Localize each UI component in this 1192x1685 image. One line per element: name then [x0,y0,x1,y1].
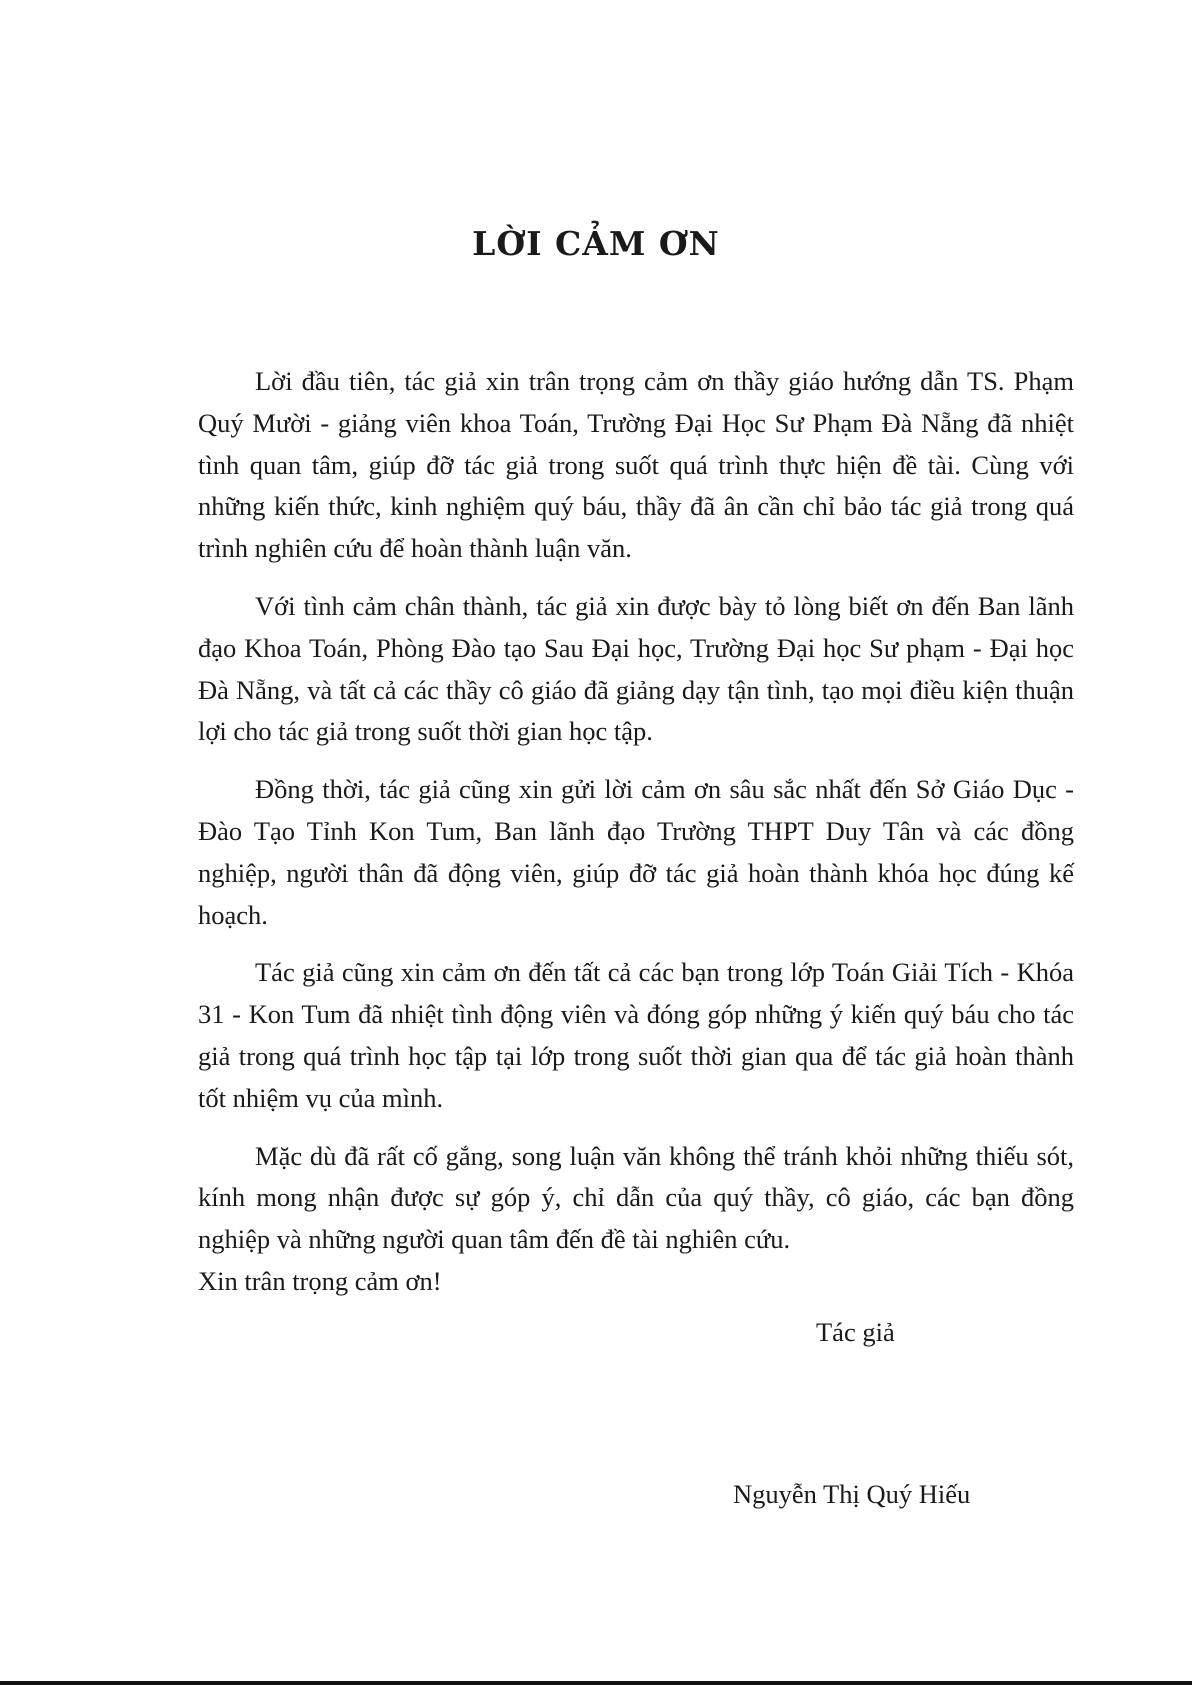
signer-title: Tác giả [816,1317,895,1347]
closing-line: Xin trân trọng cảm ơn! [198,1265,442,1296]
paragraph-3: Đồng thời, tác giả cũng xin gửi lời cảm ơn sâu sắc nhất đến Sở Giáo Dục - Đào Tạo Tỉnh Kon Tum, Ban lãnh đạo Trường THPT Duy Tân và các đồng nghiệp, người thân đã động viên, giúp đỡ tác giả hoàn thành khóa học đúng kế hoạch. [198,774,1074,930]
paragraph-1: Lời đầu tiên, tác giả xin trân trọng cảm ơn thầy giáo hướng dẫn TS. Phạm Quý Mười - giảng viên khoa Toán, Trường Đại Học Sư Phạm Đà Nẵng đã nhiệt tình quan tâm, giúp đỡ tác giả trong suốt quá trình thực hiện đề tài. Cùng với những kiến thức, kinh nghiệm quý báu, thầy đã ân cần chỉ bảo tác giả trong quá trình nghiên cứu để hoàn thành luận văn. [198,366,1074,564]
acknowledgement-body [198,361,1074,1303]
paragraph-5: Mặc dù đã rất cố gắng, song luận văn không thể tránh khỏi những thiếu sót, kính mong nhận được sự góp ý, chỉ dẫn của quý thầy, cô giáo, các bạn đồng nghiệp và những người quan tâm đến đề tài nghiên cứu. [198,1140,1074,1255]
page-title: LỜI CẢM ƠN [472,224,720,263]
signer-name: Nguyễn Thị Quý Hiếu [733,1479,971,1509]
paragraph-2: Với tình cảm chân thành, tác giả xin được bày tỏ lòng biết ơn đến Ban lãnh đạo Khoa Toán, Phòng Đào tạo Sau Đại học, Trường Đại học Sư phạm - Đại học Đà Nẵng, và tất cả các thầy cô giáo đã giảng dạy tận tình, tạo mọi điều kiện thuận lợi cho tác giả trong suốt thời gian học tập. [198,590,1074,747]
paragraph-4: Tác giả cũng xin cảm ơn đến tất cả các bạn trong lớp Toán Giải Tích - Khóa 31 - Kon Tum đã nhiệt tình động viên và đóng góp những ý kiến quý báu cho tác giả trong quá trình học tập tại lớp trong suốt thời gian qua để tác giả hoàn thành tốt nhiệm vụ của mình. [198,957,1074,1113]
bottom-edge-divider [0,1681,1192,1685]
